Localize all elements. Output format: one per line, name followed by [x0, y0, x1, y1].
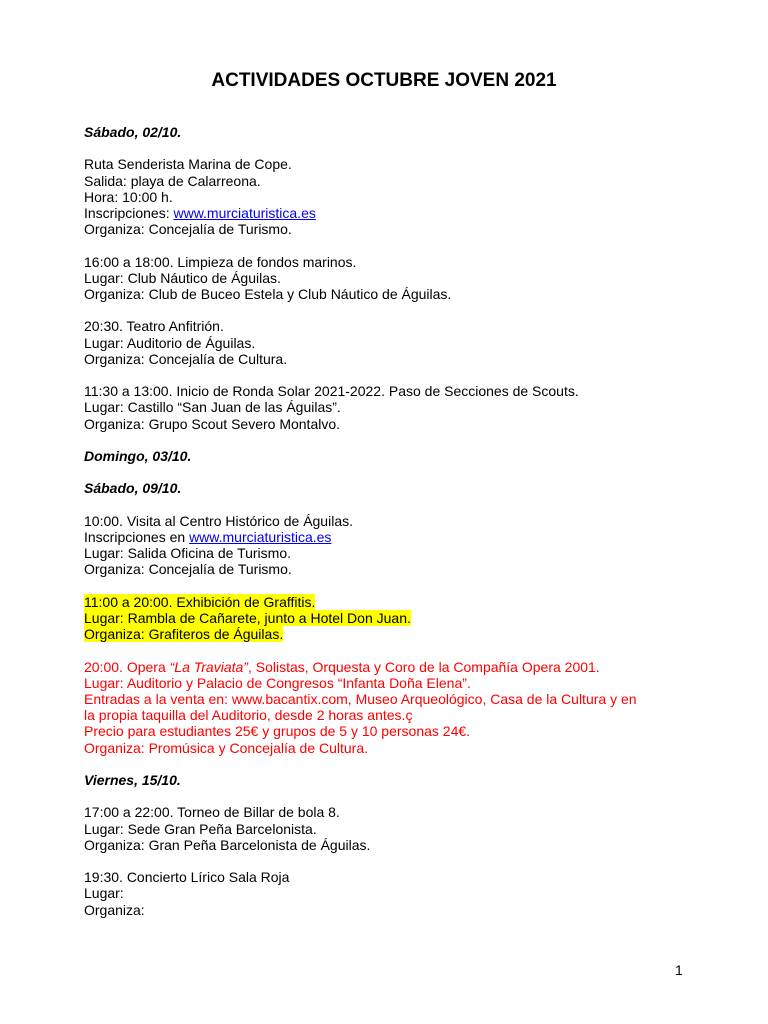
event-line	[84, 659, 684, 675]
event-line	[84, 286, 684, 302]
event-block	[84, 513, 684, 578]
event-line-text	[84, 869, 289, 885]
event-line	[84, 254, 684, 270]
event-line	[84, 610, 684, 626]
murciaturistica-link[interactable]: www.murciaturistica.es	[173, 205, 316, 221]
line-text: Lugar: Auditorio y Palacio de Congresos “Infanta Doña Elena”.	[84, 674, 471, 691]
event-line-text	[84, 723, 470, 739]
line-text: Lugar: Auditorio de Águilas.	[84, 334, 256, 351]
event-line-text	[84, 740, 368, 756]
event-block	[84, 383, 684, 432]
event-line-text	[84, 675, 471, 691]
event-line	[84, 221, 684, 237]
event-line-text	[84, 902, 145, 918]
line-text: Precio para estudiantes 25€ y grupos de 5 y 10 personas 24€.	[84, 723, 471, 740]
day-heading: Viernes, 15/10.	[84, 771, 181, 788]
line-text: Organiza: Grafiteros de Águilas.	[84, 626, 284, 643]
event-line-text	[84, 626, 283, 642]
event-block	[84, 659, 684, 756]
event-block	[84, 804, 684, 853]
line-text: Salida: playa de Calarreona.	[84, 172, 261, 189]
line-text: Entradas a la venta en: www.bacantix.com, Museo Arqueológico, Casa de la Cultura y en	[84, 690, 637, 707]
event-block	[84, 594, 684, 643]
line-text-continued: , Solistas, Orquesta y Coro de la Compañía Opera 2001.	[247, 658, 600, 675]
event-line-text	[84, 335, 255, 351]
line-text: 20:00. Opera	[84, 658, 170, 675]
line-text: 19:30. Concierto Lírico Sala Roja	[84, 869, 290, 886]
event-line-text	[84, 691, 637, 707]
event-line	[84, 821, 684, 837]
line-text: Organiza: Gran Peña Barcelonista de Águilas.	[84, 836, 371, 853]
event-line	[84, 399, 684, 415]
line-text: Organiza: Grupo Scout Severo Montalvo.	[84, 415, 341, 432]
line-text: Organiza: Promúsica y Concejalía de Cultura.	[84, 739, 369, 756]
event-line	[84, 318, 684, 334]
activities-list	[84, 124, 684, 934]
line-text: Organiza: Concejalía de Turismo.	[84, 561, 292, 578]
event-line	[84, 545, 684, 561]
event-line-text	[84, 707, 412, 723]
line-text: 16:00 a 18:00. Limpieza de fondos marinos.	[84, 253, 357, 270]
event-line-text	[84, 804, 340, 820]
line-text: Lugar: Sede Gran Peña Barcelonista.	[84, 820, 317, 837]
work-title: “La Traviata”	[169, 658, 248, 675]
line-text: Lugar: Club Náutico de Águilas.	[84, 269, 281, 286]
line-text: 11:00 a 20:00. Exhibición de Graffitis.	[84, 593, 316, 610]
event-block	[84, 869, 684, 918]
event-line	[84, 594, 684, 610]
event-line	[84, 561, 684, 577]
event-block	[84, 254, 684, 303]
event-line-text	[84, 189, 173, 205]
event-line-text	[84, 594, 315, 610]
line-text: 10:00. Visita al Centro Histórico de Águilas.	[84, 512, 353, 529]
event-line	[84, 707, 684, 723]
line-text: Organiza:	[84, 901, 145, 918]
event-line	[84, 513, 684, 529]
event-line-text	[84, 383, 579, 399]
event-line-text	[84, 416, 340, 432]
event-line-text	[84, 286, 451, 302]
event-line-text	[84, 156, 292, 172]
event-line	[84, 691, 684, 707]
event-line	[84, 189, 684, 205]
line-text: Lugar: Salida Oficina de Turismo.	[84, 545, 291, 562]
event-line	[84, 351, 684, 367]
event-line	[84, 416, 684, 432]
event-line-text	[84, 513, 353, 529]
line-text: 11:30 a 13:00. Inicio de Ronda Solar 2021-2022. Paso de Secciones de Scouts.	[84, 383, 579, 400]
event-line	[84, 804, 684, 820]
document-title: ACTIVIDADES OCTUBRE JOVEN 2021	[211, 70, 557, 91]
event-line	[84, 156, 684, 172]
line-text: la propia taquilla del Auditorio, desde 2 horas antes.ç	[84, 707, 413, 724]
event-line-text	[84, 659, 600, 675]
line-text: Inscripciones:	[84, 205, 174, 221]
line-text: Lugar: Rambla de Cañarete, junto a Hotel Don Juan.	[84, 609, 411, 626]
line-text: Organiza: Concejalía de Cultura.	[84, 350, 288, 367]
event-line-text	[84, 821, 317, 837]
event-line	[84, 205, 684, 221]
event-line-text	[84, 561, 292, 577]
event-line-text	[84, 529, 331, 545]
event-line-text	[84, 270, 281, 286]
murciaturistica-link[interactable]: www.murciaturistica.es	[189, 528, 332, 545]
event-line-text	[84, 399, 341, 415]
event-line-text	[84, 173, 261, 189]
event-line	[84, 869, 684, 885]
line-text: 17:00 a 22:00. Torneo de Billar de bola 8.	[84, 804, 340, 821]
event-line	[84, 837, 684, 853]
event-line-text	[84, 254, 356, 270]
event-line	[84, 902, 684, 918]
line-text: Lugar: Castillo “San Juan de las Águilas”.	[84, 399, 341, 416]
event-line-text	[84, 318, 224, 334]
day-heading: Sábado, 09/10.	[84, 480, 182, 497]
event-block	[84, 318, 684, 367]
event-line	[84, 885, 684, 901]
line-text: Lugar:	[84, 885, 124, 902]
line-text: Organiza: Club de Buceo Estela y Club Náutico de Águilas.	[84, 286, 452, 302]
event-line-text	[84, 221, 292, 237]
event-line	[84, 270, 684, 286]
event-line	[84, 335, 684, 351]
event-line	[84, 723, 684, 739]
event-line	[84, 675, 684, 691]
line-text: Ruta Senderista Marina de Cope.	[84, 156, 292, 173]
event-line-text	[84, 545, 291, 561]
line-text: Organiza: Concejalía de Turismo.	[84, 221, 292, 238]
day-heading: Domingo, 03/10.	[84, 447, 192, 464]
line-text: Inscripciones en	[84, 528, 190, 545]
event-line-text	[84, 205, 316, 221]
event-line-text	[84, 610, 411, 626]
event-line-text	[84, 351, 287, 367]
event-line	[84, 383, 684, 399]
page-number: 1	[675, 962, 683, 978]
line-text: 20:30. Teatro Anfitrión.	[84, 318, 224, 335]
line-text: Hora: 10:00 h.	[84, 188, 173, 205]
event-line	[84, 173, 684, 189]
event-line	[84, 626, 684, 642]
day-heading: Sábado, 02/10.	[84, 124, 182, 140]
event-line	[84, 740, 684, 756]
event-line-text	[84, 885, 124, 901]
event-block	[84, 156, 684, 237]
event-line	[84, 529, 684, 545]
event-line-text	[84, 837, 370, 853]
